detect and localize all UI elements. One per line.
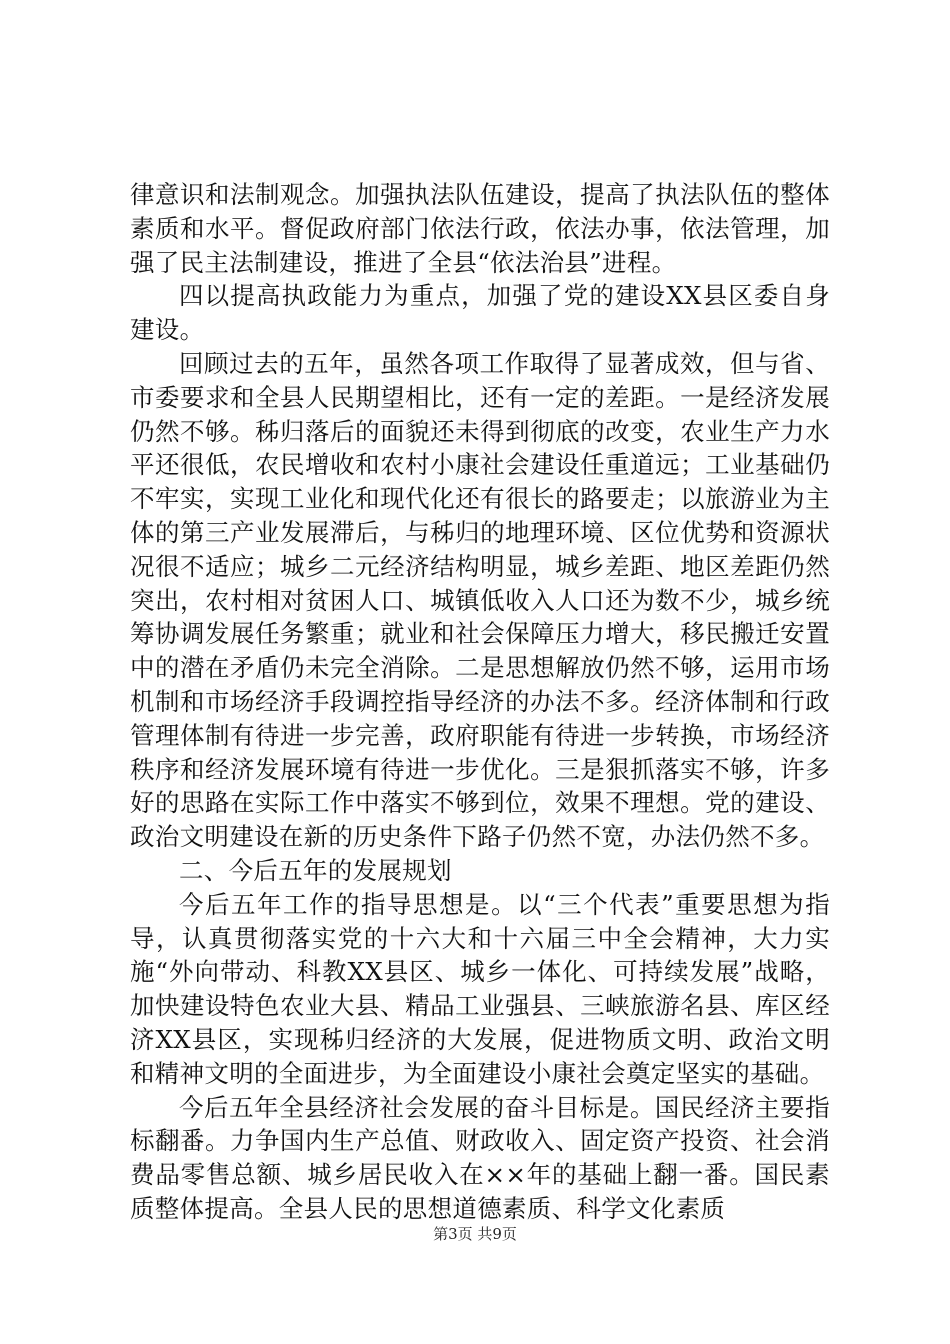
paragraph-party-building: 四以提高执政能力为重点，加强了党的建设XX县区委自身建设。 [130, 281, 830, 345]
paragraph-review: 回顾过去的五年，虽然各项工作取得了显著成效，但与省、市委要求和全县人民期望相比，还有一定的差距。一是经济发展仍然不够。秭归落后的面貌还未得到彻底的改变，农业生产力水平还很低，农民增收和农村小康社会建设任重道远；工业基础仍不牢实，实现工业化和现代化还有很长的路要走；以旅游业为主体的第三产业发展滞后，与秭归的地理环境、区位优势和资源状况很不适应；城乡二元经济结构明显，城乡差距、地区差距仍然突出，农村相对贫困人口、城镇低收入人口还为数不少，城乡统筹协调发展任务繁重；就业和社会保障压力增大，移民搬迁安置中的潜在矛盾仍未完全消除。二是思想解放仍然不够，运用市场机制和市场经济手段调控指导经济的办法不多。经济体制和行政管理体制有待进一步完善，政府职能有待进一步转换，市场经济秩序和经济发展环境有待进一步优化。三是狠抓落实不够，许多好的思路在实际工作中落实不够到位，效果不理想。党的建设、政治文明建设在新的历史条件下路子仍然不宽，办法仍然不多。 [130, 348, 830, 852]
section-heading-plan: 二、今后五年的发展规划 [179, 855, 452, 885]
paragraph-guiding-thought: 今后五年工作的指导思想是。以“三个代表”重要思想为指导，认真贯彻落实党的十六大和十六届三中全会精神，大力实施“外向带动、科教XX县区、城乡一体化、可持续发展”战略，加快建设特色农业大县、精品工业强县、三峡旅游名县、库区经济XX县区，实现秭归经济的大发展，促进物质文明、政治文明和精神文明的全面进步，为全面建设小康社会奠定坚实的基础。 [130, 889, 830, 1088]
paragraph-continuation: 律意识和法制观念。加强执法队伍建设，提高了执法队伍的整体素质和水平。督促政府部门依法行政，依法办事，依法管理，加强了民主法制建设，推进了全县“依法治县”进程。 [130, 180, 830, 277]
page-number-footer: 第3页 共9页 [433, 1225, 517, 1243]
document-body [130, 178, 830, 1226]
paragraph-goals: 今后五年全县经济社会发展的奋斗目标是。国民经济主要指标翻番。力争国内生产总值、财政收入、固定资产投资、社会消费品零售总额、城乡居民收入在××年的基础上翻一番。国民素质整体提高。全县人民的思想道德素质、科学文化素质 [130, 1092, 830, 1223]
